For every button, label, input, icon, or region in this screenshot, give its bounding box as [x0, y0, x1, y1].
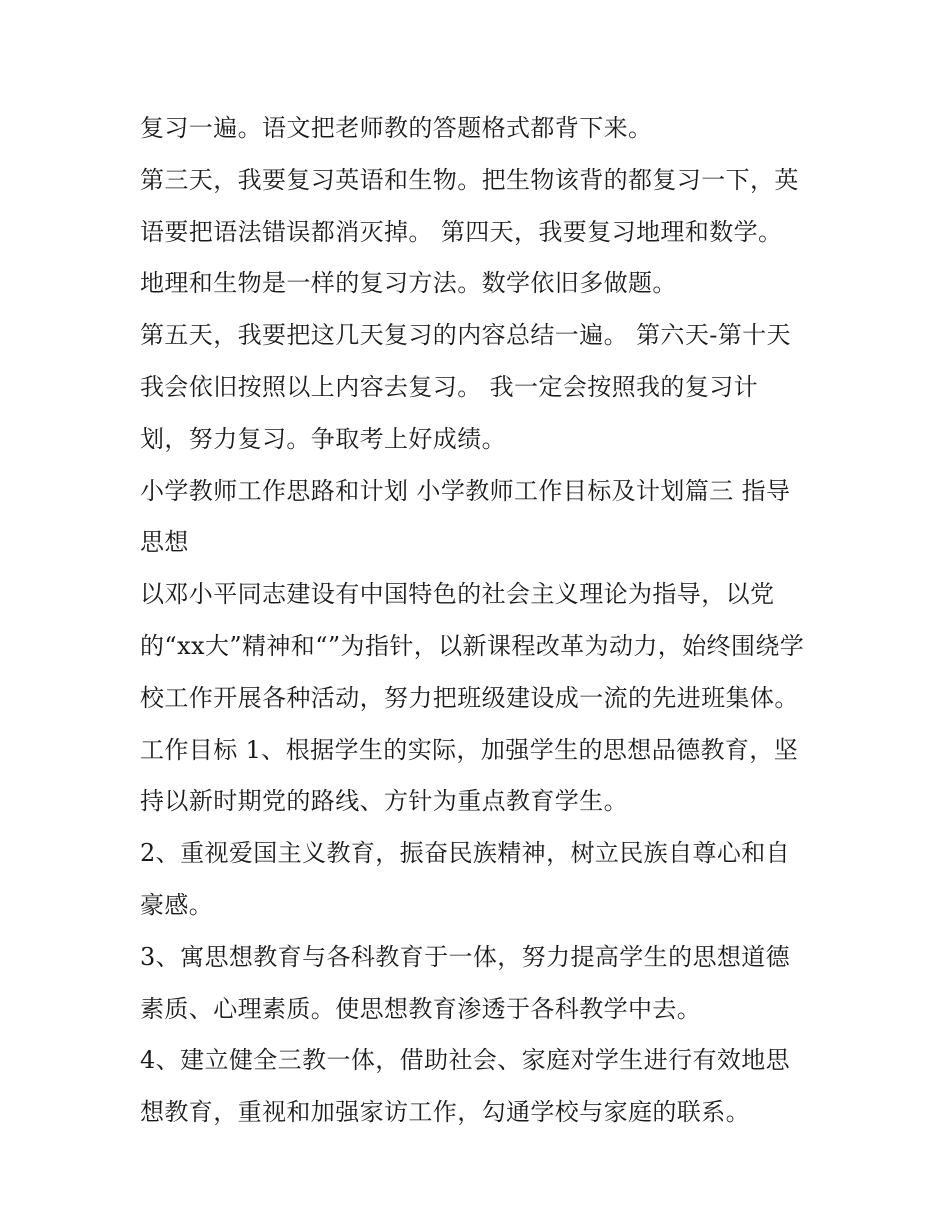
text-line: 工作目标 1、根据学生的实际，加强学生的思想品德教育，坚 — [140, 735, 799, 764]
text-line: 校工作开展各种活动，努力把班级建设成一流的先进班集体。 — [140, 683, 799, 712]
text-line: 的“xx大”精神和“”为指针，以新课程改革为动力，始终围绕学 — [140, 631, 805, 660]
text-line: 复习一遍。语文把老师教的答题格式都背下来。 — [140, 114, 653, 142]
list-item-line: 3、寓思想教育与各科教育于一体，努力提高学生的思想道德 — [140, 942, 791, 971]
text-line: 持以新时期党的路线、方针为重点教育学生。 — [140, 787, 628, 816]
section-heading-line: 小学教师工作思路和计划 小学教师工作目标及计划篇三 指导 — [140, 476, 791, 505]
list-item-line: 4、建立健全三教一体，借助社会、家庭对学生进行有效地思 — [140, 1046, 791, 1075]
list-item-line: 2、重视爱国主义教育，振奋民族精神，树立民族自尊心和自 — [140, 839, 791, 868]
list-item-line: 素质、心理素质。使思想教育渗透于各科教学中去。 — [140, 994, 702, 1023]
text-line: 第三天，我要复习英语和生物。把生物该背的都复习一下，英 — [140, 165, 799, 194]
text-line: 第五天，我要把这几天复习的内容总结一遍。 第六天-第十天 — [140, 321, 791, 350]
text-line: 我会依旧按照以上内容去复习。 我一定会按照我的复习计 — [140, 372, 759, 401]
text-line: 语要把语法错误都消灭掉。 第四天，我要复习地理和数学。 — [140, 217, 783, 246]
list-item-line: 豪感。 — [140, 890, 214, 919]
list-item-line: 想教育，重视和加强家访工作，勾通学校与家庭的联系。 — [140, 1098, 750, 1127]
text-line: 划，努力复习。争取考上好成绩。 — [140, 424, 506, 453]
document-body — [140, 108, 820, 1144]
text-line: 以邓小平同志建设有中国特色的社会主义理论为指导，以党 — [140, 580, 775, 609]
section-heading-line: 思想 — [140, 528, 189, 557]
text-line: 地理和生物是一样的复习方法。数学依旧多做题。 — [140, 269, 677, 298]
